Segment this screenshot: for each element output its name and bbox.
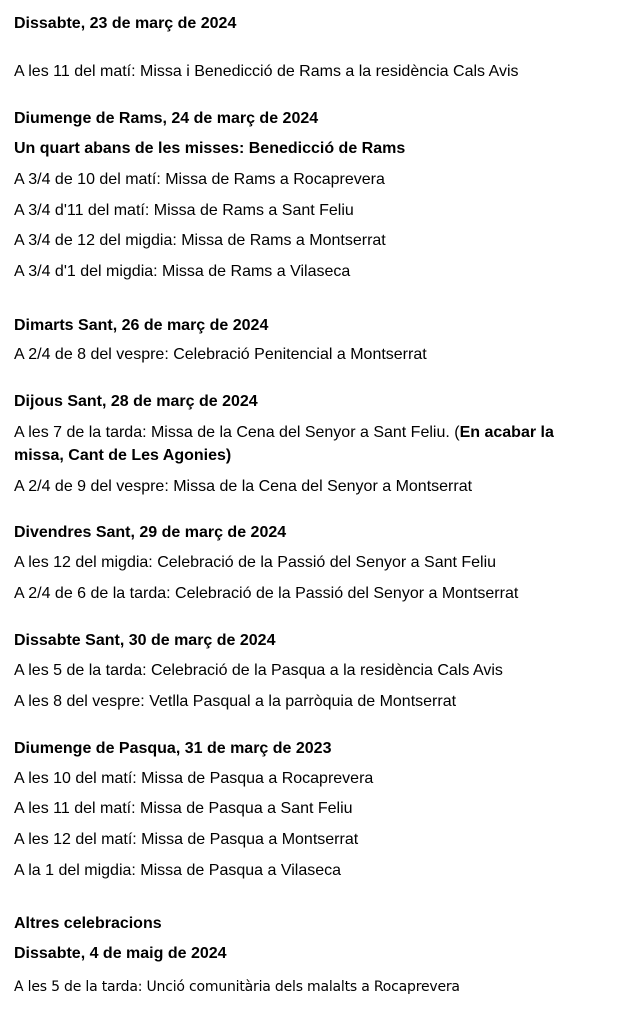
- section-heading-altres-celebracions: Altres celebracions: [14, 915, 162, 932]
- schedule-item-note-continued: missa, Cant de Les Agonies): [14, 447, 232, 464]
- section-subheading-benediccio: Un quart abans de les misses: Benedicció de Rams: [14, 140, 406, 157]
- schedule-item: A 2/4 de 9 del vespre: Missa de la Cena del Senyor a Montserrat: [14, 478, 473, 495]
- section-heading-diumenge-pasqua: Diumenge de Pasqua, 31 de març de 2023: [14, 740, 332, 757]
- section-subheading-dissabte-4-maig: Dissabte, 4 de maig de 2024: [14, 945, 227, 962]
- section-heading-dissabte-23: Dissabte, 23 de març de 2024: [14, 15, 237, 32]
- schedule-item: A la 1 del migdia: Missa de Pasqua a Vilaseca: [14, 862, 342, 879]
- section-heading-dimarts-sant: Dimarts Sant, 26 de març de 2024: [14, 317, 269, 334]
- schedule-item: A 3/4 de 10 del matí: Missa de Rams a Rocaprevera: [14, 171, 385, 188]
- schedule-item: A les 5 de la tarda: Unció comunitària dels malalts a Rocaprevera: [14, 979, 460, 995]
- schedule-item: A les 11 del matí: Missa i Benedicció de Rams a la residència Cals Avis: [14, 63, 519, 80]
- section-heading-dissabte-sant: Dissabte Sant, 30 de març de 2024: [14, 632, 276, 649]
- schedule-item: A les 8 del vespre: Vetlla Pasqual a la parròquia de Montserrat: [14, 693, 457, 710]
- schedule-item: A 2/4 de 6 de la tarda: Celebració de la Passió del Senyor a Montserrat: [14, 585, 519, 602]
- schedule-item-note: En acabar la: [459, 424, 554, 441]
- schedule-item: A les 10 del matí: Missa de Pasqua a Rocaprevera: [14, 770, 374, 787]
- schedule-item: A 2/4 de 8 del vespre: Celebració Penitencial a Montserrat: [14, 346, 427, 363]
- section-heading-diumenge-rams: Diumenge de Rams, 24 de març de 2024: [14, 110, 319, 127]
- schedule-item: A les 5 de la tarda: Celebració de la Pasqua a la residència Cals Avis: [14, 662, 503, 679]
- schedule-item: A 3/4 d'11 del matí: Missa de Rams a Sant Feliu: [14, 202, 354, 219]
- schedule-item: A les 12 del matí: Missa de Pasqua a Montserrat: [14, 831, 359, 848]
- schedule-item: A les 12 del migdia: Celebració de la Passió del Senyor a Sant Feliu: [14, 554, 497, 571]
- schedule-item: A les 11 del matí: Missa de Pasqua a Sant Feliu: [14, 800, 353, 817]
- schedule-item: A 3/4 d'1 del migdia: Missa de Rams a Vilaseca: [14, 263, 351, 280]
- schedule-item: A 3/4 de 12 del migdia: Missa de Rams a Montserrat: [14, 232, 386, 249]
- section-heading-divendres-sant: Divendres Sant, 29 de març de 2024: [14, 524, 287, 541]
- schedule-item-cena-sant-feliu: [14, 423, 554, 443]
- section-heading-dijous-sant: Dijous Sant, 28 de març de 2024: [14, 393, 258, 410]
- schedule-item-text: A les 7 de la tarda: Missa de la Cena del Senyor a Sant Feliu. (: [14, 424, 460, 441]
